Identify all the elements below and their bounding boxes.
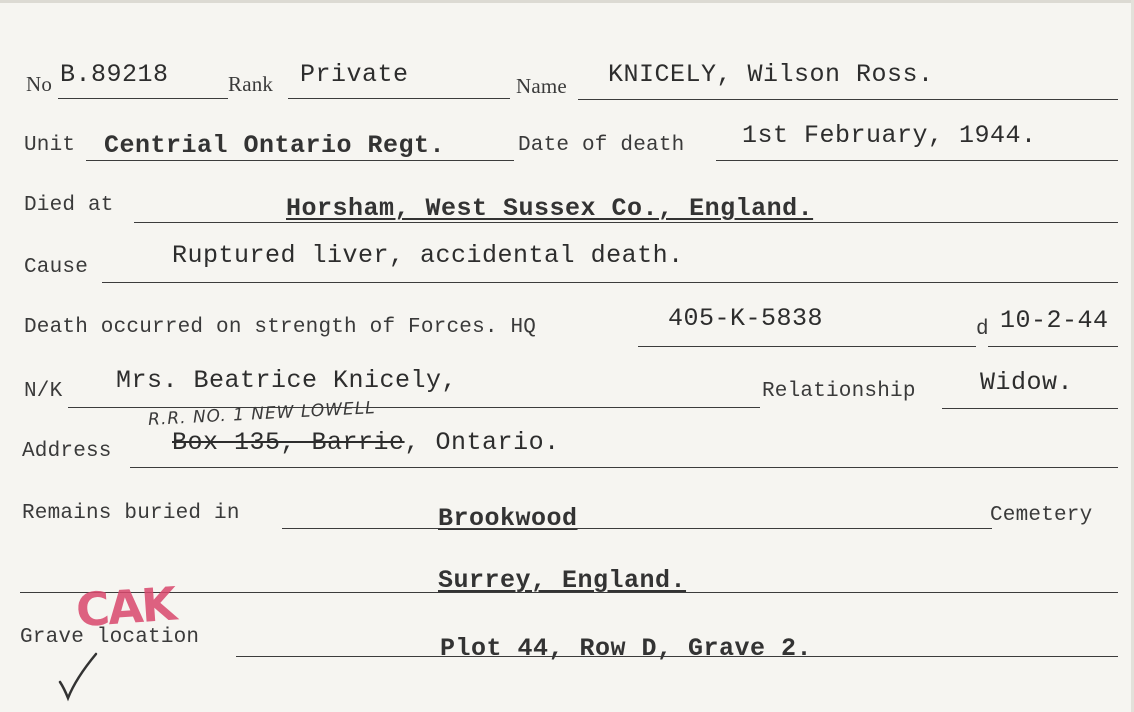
label-grave-location: Grave location [20, 626, 200, 649]
card-top-edge [0, 0, 1134, 3]
rule-unit [86, 160, 514, 161]
label-unit: Unit [24, 134, 76, 157]
rule-rank [288, 98, 510, 99]
value-date-of-death: 1st February, 1944. [742, 121, 1037, 150]
rule-hq-reference [638, 346, 976, 347]
label-relationship: Relationship [762, 380, 916, 403]
label-date-of-death: Date of death [518, 134, 685, 157]
label-nk: N/K [24, 380, 63, 403]
value-cemetery-name: Brookwood [438, 504, 578, 533]
value-rank: Private [300, 60, 409, 89]
value-service-number: B.89218 [60, 60, 169, 89]
struck-out-address: Box 135, Barrie [172, 428, 405, 457]
value-name: KNICELY, Wilson Ross. [608, 60, 934, 89]
value-cause: Ruptured liver, accidental death. [172, 241, 684, 270]
rule-date-of-death [716, 160, 1118, 161]
rule-address [130, 467, 1118, 468]
value-grave-location: Plot 44, Row D, Grave 2. [440, 634, 813, 663]
handwritten-address-correction: R.R. NO. 1 NEW LOWELL [147, 398, 377, 430]
label-cause: Cause [24, 256, 89, 279]
rule-cemetery-name [282, 528, 992, 529]
rule-relationship [942, 408, 1118, 409]
value-died-at: Horsham, West Sussex Co., England. [286, 194, 814, 223]
label-address: Address [22, 440, 112, 463]
rule-grave-location [236, 656, 1118, 657]
cak-stamp: CAK [74, 576, 177, 638]
value-relationship: Widow. [980, 368, 1074, 397]
label-remains-buried-in: Remains buried in [22, 502, 240, 525]
rule-died-at [134, 222, 1118, 223]
address-province: , Ontario. [404, 428, 560, 457]
label-death-occurred: Death occurred on strength of Forces. HQ [24, 316, 537, 339]
label-name: Name [516, 74, 567, 98]
label-cemetery: Cemetery [990, 504, 1093, 527]
label-d: d [976, 318, 989, 341]
rule-cause [102, 282, 1118, 283]
label-rank: Rank [228, 72, 274, 96]
label-died-at: Died at [24, 194, 114, 217]
rule-d-date [988, 346, 1118, 347]
rule-name [578, 99, 1118, 100]
rule-no [58, 98, 228, 99]
value-d-date: 10-2-44 [1000, 306, 1109, 335]
value-unit: Centrial Ontario Regt. [104, 131, 446, 160]
value-address [172, 428, 560, 457]
rule-cemetery-location [20, 592, 1118, 593]
value-cemetery-location: Surrey, England. [438, 566, 687, 595]
value-hq-reference: 405-K-5838 [668, 304, 824, 333]
label-no: No [26, 72, 53, 96]
value-next-of-kin: Mrs. Beatrice Knicely, [116, 366, 458, 395]
check-mark-icon [56, 652, 100, 702]
